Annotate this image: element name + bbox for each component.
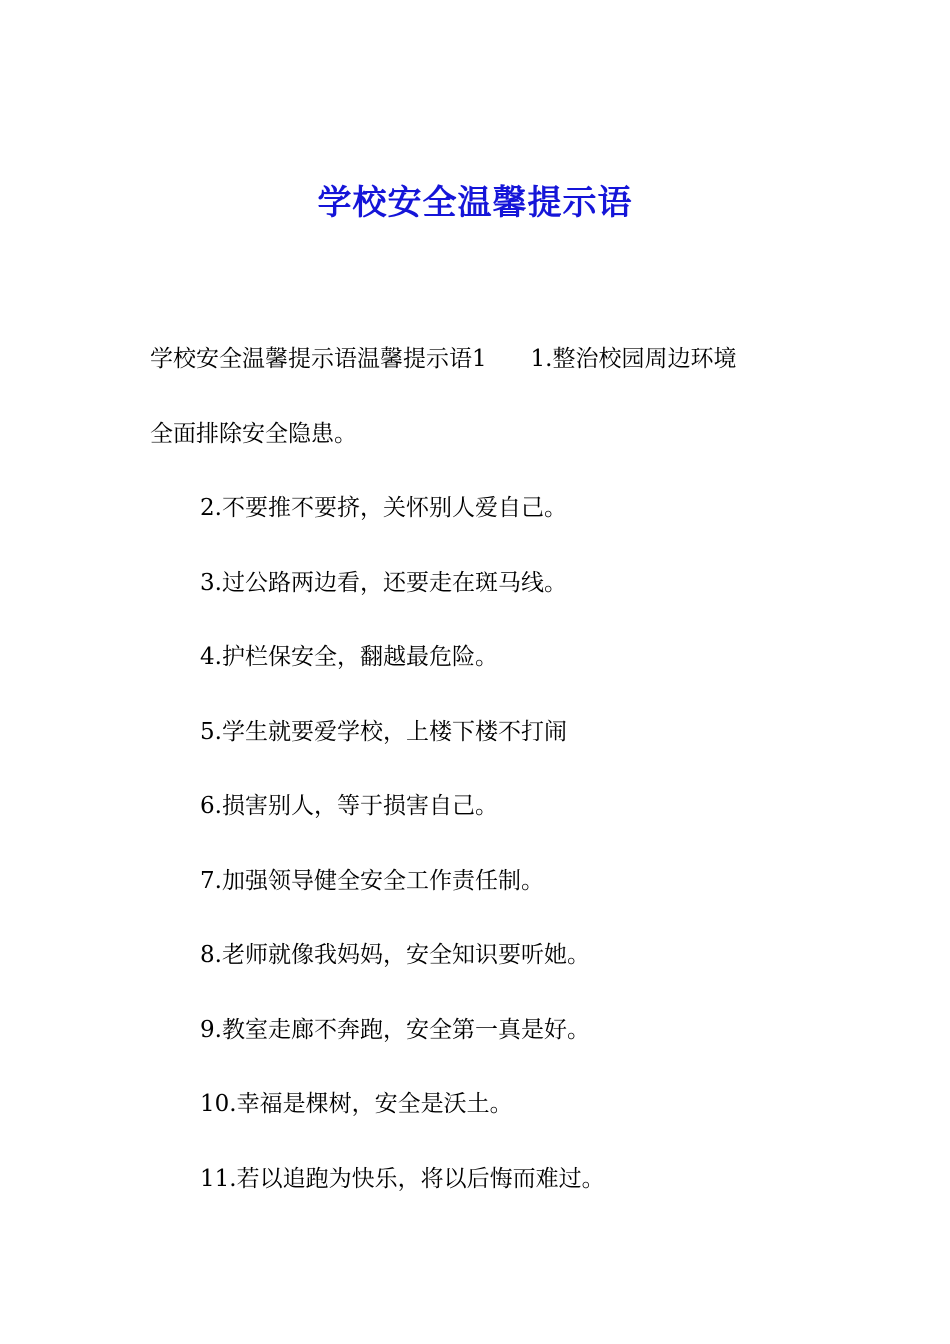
list-item: 2.不要推不要挤，关怀别人爱自己。 [200,495,567,521]
intro-line-2: 全面排除安全隐患。 [150,420,357,447]
list-item: 6.损害别人，等于损害自己。 [200,793,498,819]
document-title: 学校安全温馨提示语 [317,183,633,223]
list-item: 10.幸福是棵树，安全是沃土。 [200,1091,513,1117]
list-item: 4.护栏保安全，翻越最危险。 [200,644,498,670]
list-item: 9.教室走廊不奔跑，安全第一真是好。 [200,1016,590,1043]
document-body [150,322,820,1216]
list-item: 11.若以追跑为快乐，将以后悔而难过。 [200,1165,605,1192]
list-item: 3.过公路两边看，还要走在斑马线。 [200,569,567,596]
intro-line-1: 学校安全温馨提示语温馨提示语1 1.整治校园周边环境 [150,346,737,372]
list-item: 8.老师就像我妈妈，安全知识要听她。 [200,942,590,968]
list-item: 7.加强领导健全安全工作责任制。 [200,867,544,894]
list-item: 5.学生就要爱学校，上楼下楼不打闹 [200,718,567,745]
